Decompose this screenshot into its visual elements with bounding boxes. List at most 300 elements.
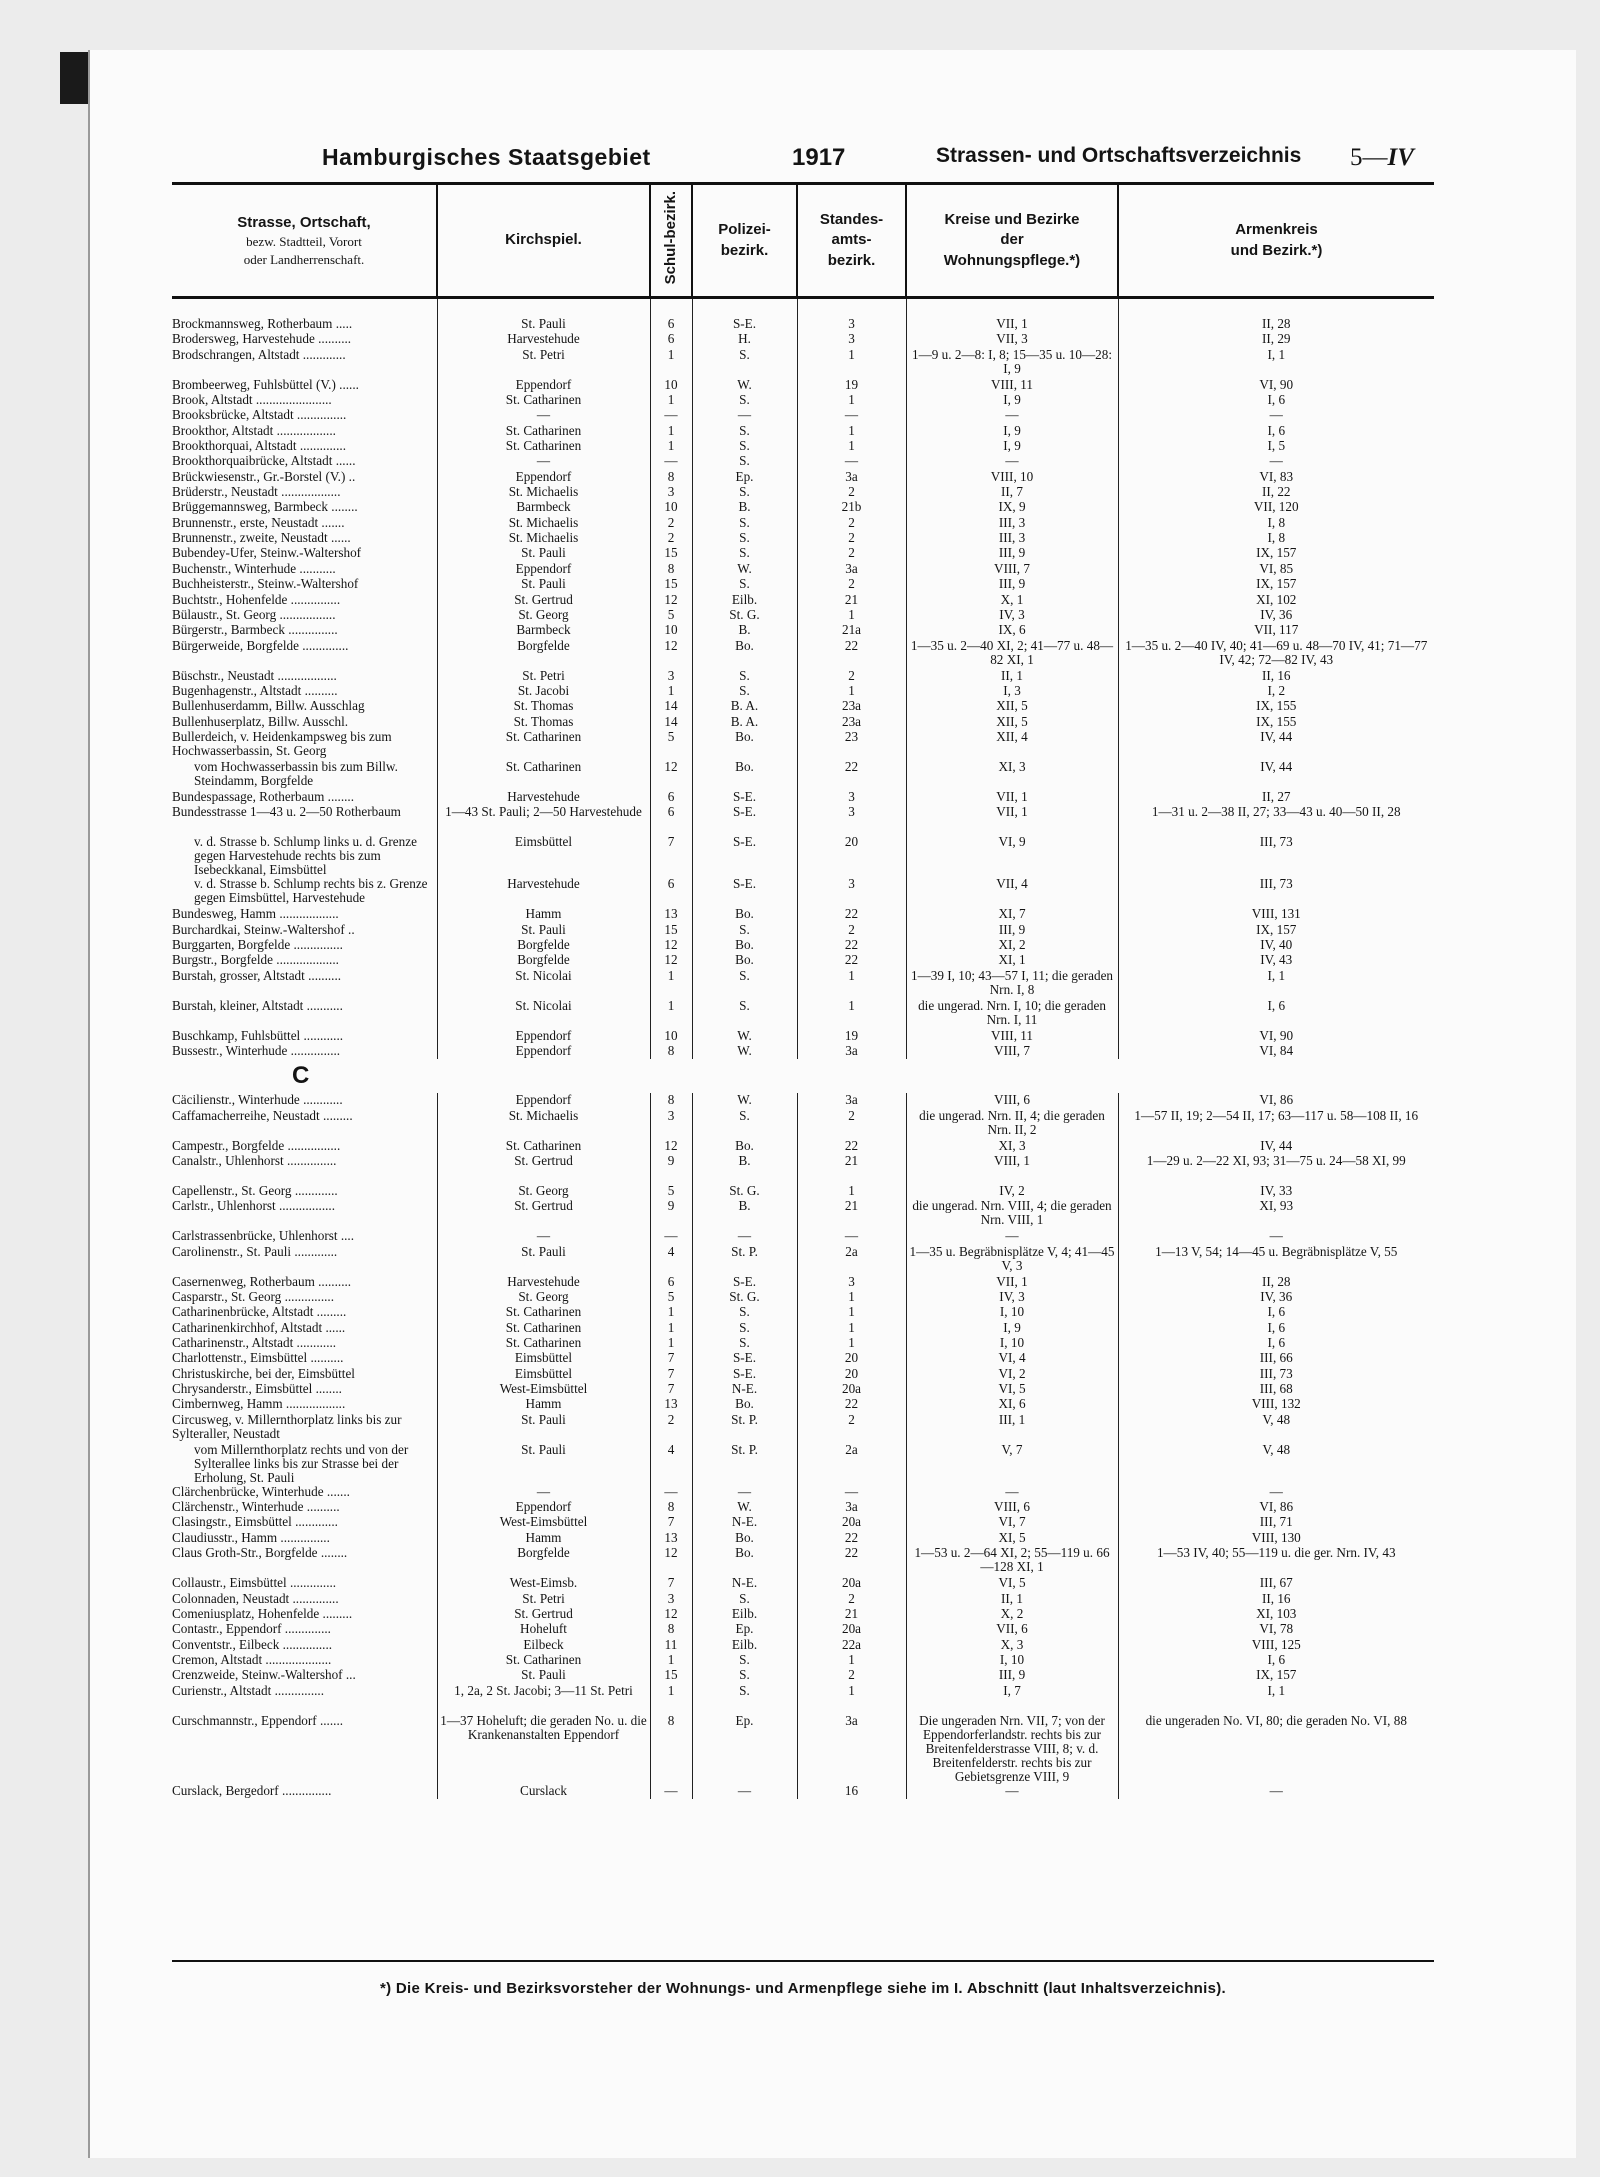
cell-polizei: S. xyxy=(692,516,797,531)
cell-schulbezirk: 4 xyxy=(650,1245,692,1275)
cell-street: Catharinenstr., Altstadt ............ xyxy=(172,1336,337,1351)
cell-kirchspiel: Eilbeck xyxy=(437,1638,650,1653)
table-row xyxy=(172,608,1434,623)
table-row xyxy=(172,577,1434,592)
cell-street: Curslack, Bergedorf ............... xyxy=(172,1783,332,1798)
cell-street: Casernenweg, Rotherbaum .......... xyxy=(172,1274,352,1289)
cell-polizei: S. xyxy=(692,999,797,1029)
table-row xyxy=(172,454,1434,469)
cell-polizei: Ep. xyxy=(692,1622,797,1637)
table-row xyxy=(172,923,1434,938)
cell-kirchspiel: 1, 2a, 2 St. Jacobi; 3—11 St. Petri xyxy=(437,1684,650,1714)
cell-standesamt: 3 xyxy=(797,805,906,835)
table-row xyxy=(172,332,1434,347)
cell-standesamt: 2a xyxy=(797,1245,906,1275)
table-row xyxy=(172,531,1434,546)
cell-street: Brunnenstr., zweite, Neustadt ...... xyxy=(172,531,351,546)
cell-kreise: I, 9 xyxy=(906,1321,1118,1336)
cell-street: Brooksbrücke, Altstadt ............... xyxy=(172,408,347,423)
cell-standesamt: 1 xyxy=(797,439,906,454)
cell-kreise: I, 3 xyxy=(906,684,1118,699)
cell-polizei: — xyxy=(692,408,797,423)
cell-standesamt: 22 xyxy=(797,1546,906,1576)
cell-kreise: VII, 1 xyxy=(906,790,1118,805)
cell-kirchspiel: St. Michaelis xyxy=(437,1109,650,1139)
cell-schulbezirk: 6 xyxy=(650,805,692,835)
cell-street: vom Millernthorplatz rechts und von der Sylterallee links bis zur Strasse bei der Erholung, St. Pauli xyxy=(194,1442,409,1485)
cell-armenkreis: — xyxy=(1118,408,1434,423)
cell-kirchspiel: Barmbeck xyxy=(437,623,650,638)
table-row xyxy=(172,1622,1434,1637)
cell-polizei: H. xyxy=(692,332,797,347)
cell-polizei: B. xyxy=(692,623,797,638)
cell-kirchspiel: Borgfelde xyxy=(437,639,650,669)
table-row xyxy=(172,516,1434,531)
table-row xyxy=(172,562,1434,577)
cell-kirchspiel: — xyxy=(437,1485,650,1500)
cell-kreise: I, 10 xyxy=(906,1653,1118,1668)
cell-kirchspiel: Hoheluft xyxy=(437,1622,650,1637)
cell-standesamt: 20a xyxy=(797,1382,906,1397)
cell-polizei: W. xyxy=(692,562,797,577)
cell-street: vom Hochwasserbassin bis zum Billw. Steindamm, Borgfelde xyxy=(194,759,398,788)
cell-standesamt: 1 xyxy=(797,1653,906,1668)
cell-polizei: S-E. xyxy=(692,805,797,835)
cell-armenkreis: die ungeraden No. VI, 80; die geraden No. VI, 88 xyxy=(1118,1714,1434,1784)
cell-polizei: S. xyxy=(692,348,797,378)
cell-polizei: Bo. xyxy=(692,1139,797,1154)
cell-armenkreis: — xyxy=(1118,1485,1434,1500)
table-row xyxy=(172,1443,1434,1485)
cell-street: Clasingstr., Eimsbüttel ............. xyxy=(172,1515,338,1530)
cell-armenkreis: XI, 103 xyxy=(1118,1607,1434,1622)
cell-polizei: W. xyxy=(692,1044,797,1059)
cell-armenkreis: III, 73 xyxy=(1118,835,1434,877)
cell-armenkreis: 1—31 u. 2—38 II, 27; 33—43 u. 40—50 II, 28 xyxy=(1118,805,1434,835)
section-letter-row xyxy=(172,1059,1434,1093)
cell-polizei: Bo. xyxy=(692,760,797,790)
cell-street: Brodschrangen, Altstadt ............. xyxy=(172,347,346,362)
cell-kirchspiel: St. Nicolai xyxy=(437,999,650,1029)
cell-kreise: IV, 3 xyxy=(906,1290,1118,1305)
cell-armenkreis: — xyxy=(1118,1784,1434,1799)
cell-armenkreis: VI, 86 xyxy=(1118,1093,1434,1108)
cell-polizei: Bo. xyxy=(692,938,797,953)
cell-kirchspiel: St. Gertrud xyxy=(437,593,650,608)
cell-armenkreis: I, 8 xyxy=(1118,531,1434,546)
table-row xyxy=(172,1154,1434,1184)
cell-kirchspiel: West-Eimsbüttel xyxy=(437,1382,650,1397)
cell-street: Charlottenstr., Eimsbüttel .......... xyxy=(172,1351,344,1366)
cell-standesamt: 22 xyxy=(797,1139,906,1154)
cell-standesamt: 2 xyxy=(797,1109,906,1139)
cell-schulbezirk: 7 xyxy=(650,1351,692,1366)
col-kreise: Kreise und Bezirke der Wohnungspflege.*) xyxy=(906,185,1118,298)
table-row xyxy=(172,1229,1434,1244)
cell-street: Carolinenstr., St. Pauli ............. xyxy=(172,1244,338,1259)
cell-schulbezirk: 12 xyxy=(650,593,692,608)
cell-polizei: Ep. xyxy=(692,470,797,485)
cell-armenkreis: III, 73 xyxy=(1118,1367,1434,1382)
table-row xyxy=(172,1109,1434,1139)
cell-kreise: VIII, 7 xyxy=(906,562,1118,577)
cell-standesamt: 3 xyxy=(797,790,906,805)
cell-street: Bürgerstr., Barmbeck ............... xyxy=(172,623,338,638)
cell-kreise: III, 9 xyxy=(906,577,1118,592)
cell-schulbezirk: — xyxy=(650,408,692,423)
cell-armenkreis: 1—29 u. 2—22 XI, 93; 31—75 u. 24—58 XI, 99 xyxy=(1118,1154,1434,1184)
cell-armenkreis: I, 5 xyxy=(1118,439,1434,454)
cell-armenkreis: I, 6 xyxy=(1118,999,1434,1029)
cell-schulbezirk: — xyxy=(650,454,692,469)
cell-schulbezirk: 14 xyxy=(650,699,692,714)
cell-kirchspiel: — xyxy=(437,454,650,469)
cell-armenkreis: I, 6 xyxy=(1118,424,1434,439)
cell-standesamt: 22 xyxy=(797,639,906,669)
cell-polizei: St. G. xyxy=(692,608,797,623)
cell-schulbezirk: 7 xyxy=(650,1367,692,1382)
cell-kreise: VIII, 6 xyxy=(906,1093,1118,1108)
cell-armenkreis: III, 66 xyxy=(1118,1351,1434,1366)
cell-standesamt: 21 xyxy=(797,593,906,608)
cell-standesamt: 2a xyxy=(797,1443,906,1485)
cell-schulbezirk: 8 xyxy=(650,1044,692,1059)
table-row xyxy=(172,699,1434,714)
cell-schulbezirk: 6 xyxy=(650,790,692,805)
cell-street: Cäcilienstr., Winterhude ............ xyxy=(172,1093,343,1108)
cell-street: Brunnenstr., erste, Neustadt ....... xyxy=(172,515,345,530)
cell-armenkreis: IV, 43 xyxy=(1118,953,1434,968)
table-row xyxy=(172,1184,1434,1199)
cell-armenkreis: IX, 157 xyxy=(1118,546,1434,561)
cell-schulbezirk: — xyxy=(650,1784,692,1799)
cell-schulbezirk: 1 xyxy=(650,439,692,454)
cell-kreise: III, 1 xyxy=(906,1413,1118,1443)
cell-kirchspiel: St. Gertrud xyxy=(437,1154,650,1184)
cell-kreise: XII, 4 xyxy=(906,730,1118,760)
cell-street: Brockmannsweg, Rotherbaum ..... xyxy=(172,316,353,331)
cell-standesamt: 21 xyxy=(797,1607,906,1622)
cell-kirchspiel: St. Pauli xyxy=(437,1245,650,1275)
col-armenkreis: Armenkreis und Bezirk.*) xyxy=(1118,185,1434,298)
cell-schulbezirk: 10 xyxy=(650,623,692,638)
header-left: Hamburgisches Staatsgebiet xyxy=(322,144,651,170)
cell-standesamt: 1 xyxy=(797,348,906,378)
cell-schulbezirk: 10 xyxy=(650,1029,692,1044)
cell-polizei: W. xyxy=(692,1093,797,1108)
cell-armenkreis: IV, 40 xyxy=(1118,938,1434,953)
cell-schulbezirk: 2 xyxy=(650,1413,692,1443)
cell-polizei: S. xyxy=(692,485,797,500)
cell-kreise: — xyxy=(906,1229,1118,1244)
cell-standesamt: 23a xyxy=(797,699,906,714)
table-row xyxy=(172,1500,1434,1515)
cell-street: Canalstr., Uhlenhorst ............... xyxy=(172,1154,337,1168)
cell-standesamt: 23 xyxy=(797,730,906,760)
cell-schulbezirk: 1 xyxy=(650,1321,692,1336)
table-row xyxy=(172,439,1434,454)
cell-armenkreis: IX, 157 xyxy=(1118,923,1434,938)
cell-armenkreis: I, 6 xyxy=(1118,1336,1434,1351)
cell-street: Brookthorquaibrücke, Altstadt ...... xyxy=(172,454,356,469)
cell-kirchspiel: Eimsbüttel xyxy=(437,1351,650,1366)
cell-schulbezirk: 13 xyxy=(650,907,692,922)
cell-schulbezirk: 1 xyxy=(650,1653,692,1668)
cell-schulbezirk: 12 xyxy=(650,1546,692,1576)
cell-armenkreis: IX, 157 xyxy=(1118,577,1434,592)
cell-street: Catharinenkirchhof, Altstadt ...... xyxy=(172,1320,346,1335)
col-standesamt: Standes- amts- bezirk. xyxy=(797,185,906,298)
cell-standesamt: 3 xyxy=(797,298,906,333)
cell-kirchspiel: St. Catharinen xyxy=(437,1139,650,1154)
cell-schulbezirk: 7 xyxy=(650,1576,692,1591)
cell-schulbezirk: 7 xyxy=(650,835,692,877)
cell-schulbezirk: 6 xyxy=(650,332,692,347)
cell-kreise: — xyxy=(906,1485,1118,1500)
table-row xyxy=(172,684,1434,699)
cell-schulbezirk: 5 xyxy=(650,1184,692,1199)
table-row xyxy=(172,1714,1434,1784)
table-row xyxy=(172,953,1434,968)
cell-kreise: XII, 5 xyxy=(906,699,1118,714)
table-row xyxy=(172,348,1434,378)
cell-polizei: S. xyxy=(692,1592,797,1607)
cell-polizei: S-E. xyxy=(692,877,797,907)
table-row xyxy=(172,1139,1434,1154)
cell-kreise: die ungerad. Nrn. I, 10; die geraden Nrn. I, 11 xyxy=(906,999,1118,1029)
cell-kirchspiel: St. Petri xyxy=(437,1592,650,1607)
cell-armenkreis: 1—53 IV, 40; 55—119 u. die ger. Nrn. IV, 43 xyxy=(1118,1546,1434,1576)
cell-armenkreis: IV, 44 xyxy=(1118,760,1434,790)
cell-kreise: X, 2 xyxy=(906,1607,1118,1622)
cell-schulbezirk: 1 xyxy=(650,348,692,378)
cell-street: Christuskirche, bei der, Eimsbüttel xyxy=(172,1366,355,1381)
cell-standesamt: 20a xyxy=(797,1515,906,1530)
table-row xyxy=(172,1546,1434,1576)
cell-kreise: VII, 1 xyxy=(906,1275,1118,1290)
cell-schulbezirk: 6 xyxy=(650,1275,692,1290)
table-row xyxy=(172,1093,1434,1108)
header-year: 1917 xyxy=(792,144,846,171)
cell-armenkreis: IX, 155 xyxy=(1118,699,1434,714)
cell-polizei: S. xyxy=(692,1668,797,1683)
cell-kirchspiel: Hamm xyxy=(437,907,650,922)
cell-kreise: 1—53 u. 2—64 XI, 2; 55—119 u. 66—128 XI, 1 xyxy=(906,1546,1118,1576)
cell-schulbezirk: 8 xyxy=(650,470,692,485)
cell-standesamt: 2 xyxy=(797,577,906,592)
cell-street: Carlstrassenbrücke, Uhlenhorst .... xyxy=(172,1229,355,1244)
cell-standesamt: 22a xyxy=(797,1638,906,1653)
cell-kirchspiel: — xyxy=(437,1229,650,1244)
cell-kreise: II, 1 xyxy=(906,669,1118,684)
cell-street: Brookthorquai, Altstadt .............. xyxy=(172,439,346,454)
cell-polizei: S. xyxy=(692,1321,797,1336)
cell-street: Campestr., Borgfelde ................ xyxy=(172,1138,341,1153)
cell-kreise: I, 10 xyxy=(906,1336,1118,1351)
table-row xyxy=(172,1592,1434,1607)
cell-armenkreis: I, 2 xyxy=(1118,684,1434,699)
cell-polizei: S. xyxy=(692,1653,797,1668)
cell-street: Brook, Altstadt ....................... xyxy=(172,393,332,408)
cell-standesamt: 22 xyxy=(797,1531,906,1546)
cell-standesamt: 3a xyxy=(797,562,906,577)
table-row xyxy=(172,669,1434,684)
cell-kreise: III, 9 xyxy=(906,546,1118,561)
cell-kreise: III, 9 xyxy=(906,1668,1118,1683)
cell-standesamt: 3a xyxy=(797,1714,906,1784)
cell-kreise: I, 7 xyxy=(906,1684,1118,1714)
cell-armenkreis: V, 48 xyxy=(1118,1413,1434,1443)
cell-kirchspiel: St. Gertrud xyxy=(437,1607,650,1622)
table-row xyxy=(172,298,1434,333)
cell-kirchspiel: St. Michaelis xyxy=(437,485,650,500)
cell-kreise: 1—39 I, 10; 43—57 I, 11; die geraden Nrn. I, 8 xyxy=(906,969,1118,999)
cell-street: Bürgerweide, Borgfelde .............. xyxy=(172,638,349,653)
table-row xyxy=(172,393,1434,408)
cell-polizei: St. P. xyxy=(692,1413,797,1443)
cell-kreise: XI, 5 xyxy=(906,1531,1118,1546)
cell-street: Claus Groth-Str., Borgfelde ........ xyxy=(172,1546,348,1561)
cell-polizei: S-E. xyxy=(692,1367,797,1382)
cell-kirchspiel: St. Michaelis xyxy=(437,531,650,546)
cell-standesamt: 1 xyxy=(797,684,906,699)
cell-armenkreis: IV, 36 xyxy=(1118,1290,1434,1305)
cell-schulbezirk: 5 xyxy=(650,1290,692,1305)
cell-standesamt: — xyxy=(797,408,906,423)
table-row xyxy=(172,1531,1434,1546)
cell-armenkreis: II, 29 xyxy=(1118,332,1434,347)
cell-kreise: III, 9 xyxy=(906,923,1118,938)
cell-polizei: Bo. xyxy=(692,907,797,922)
cell-polizei: — xyxy=(692,1229,797,1244)
cell-kreise: VIII, 7 xyxy=(906,1044,1118,1059)
cell-kreise: — xyxy=(906,454,1118,469)
cell-kreise: X, 1 xyxy=(906,593,1118,608)
cell-kreise: VII, 1 xyxy=(906,298,1118,333)
cell-kirchspiel: St. Pauli xyxy=(437,577,650,592)
cell-schulbezirk: 10 xyxy=(650,500,692,515)
cell-street: Bubendey-Ufer, Steinw.-Waltershof xyxy=(172,546,362,561)
cell-kreise: VI, 7 xyxy=(906,1515,1118,1530)
cell-kreise: III, 3 xyxy=(906,516,1118,531)
cell-armenkreis: IV, 44 xyxy=(1118,1139,1434,1154)
cell-polizei: — xyxy=(692,1485,797,1500)
cell-street: Buchenstr., Winterhude ........... xyxy=(172,561,336,576)
cell-street: Brüderstr., Neustadt .................. xyxy=(172,485,341,500)
cell-polizei: S-E. xyxy=(692,1275,797,1290)
cell-kreise: VII, 6 xyxy=(906,1622,1118,1637)
cell-armenkreis: 1—13 V, 54; 14—45 u. Begräbnisplätze V, 55 xyxy=(1118,1245,1434,1275)
cell-kirchspiel: West-Eimsb. xyxy=(437,1576,650,1591)
table-row xyxy=(172,1305,1434,1320)
cell-polizei: B. xyxy=(692,1199,797,1229)
cell-kreise: VIII, 11 xyxy=(906,1029,1118,1044)
cell-street: Bugenhagenstr., Altstadt .......... xyxy=(172,683,338,698)
cell-polizei: S. xyxy=(692,1305,797,1320)
cell-street: Burgstr., Borgfelde ................... xyxy=(172,953,339,968)
cell-kreise: die ungerad. Nrn. II, 4; die geraden Nrn. II, 2 xyxy=(906,1109,1118,1139)
cell-kirchspiel: St. Jacobi xyxy=(437,684,650,699)
cell-polizei: Eilb. xyxy=(692,1607,797,1622)
table-row xyxy=(172,593,1434,608)
col-polizei: Polizei- bezirk. xyxy=(692,185,797,298)
cell-standesamt: 20 xyxy=(797,1367,906,1382)
table-row xyxy=(172,907,1434,922)
cell-armenkreis: V, 48 xyxy=(1118,1443,1434,1485)
cell-armenkreis: III, 71 xyxy=(1118,1515,1434,1530)
cell-kreise: VI, 5 xyxy=(906,1576,1118,1591)
cell-schulbezirk: 12 xyxy=(650,953,692,968)
cell-kirchspiel: Harvestehude xyxy=(437,877,650,907)
table-row xyxy=(172,1321,1434,1336)
cell-street: Curienstr., Altstadt ............... xyxy=(172,1683,325,1698)
cell-standesamt: 2 xyxy=(797,516,906,531)
cell-standesamt: 3 xyxy=(797,1275,906,1290)
col-schulbezirk: Schul-bezirk. xyxy=(650,185,692,298)
cell-polizei: N-E. xyxy=(692,1382,797,1397)
cell-armenkreis: VIII, 130 xyxy=(1118,1531,1434,1546)
cell-schulbezirk: 6 xyxy=(650,298,692,333)
cell-schulbezirk: 10 xyxy=(650,378,692,393)
table-header-row xyxy=(172,185,1434,298)
cell-kirchspiel: Eppendorf xyxy=(437,1029,650,1044)
cell-schulbezirk: 13 xyxy=(650,1531,692,1546)
cell-polizei: N-E. xyxy=(692,1576,797,1591)
cell-kirchspiel: Barmbeck xyxy=(437,500,650,515)
cell-schulbezirk: 1 xyxy=(650,684,692,699)
cell-polizei: S. xyxy=(692,546,797,561)
table-row xyxy=(172,1245,1434,1275)
cell-kreise: IX, 6 xyxy=(906,623,1118,638)
table-row xyxy=(172,1576,1434,1591)
cell-standesamt: 2 xyxy=(797,669,906,684)
cell-standesamt: 20 xyxy=(797,835,906,877)
cell-kreise: VIII, 11 xyxy=(906,378,1118,393)
table-row xyxy=(172,424,1434,439)
cell-kreise: 1—35 u. 2—40 XI, 2; 41—77 u. 48—82 XI, 1 xyxy=(906,639,1118,669)
cell-kirchspiel: Eppendorf xyxy=(437,1500,650,1515)
cell-polizei: Bo. xyxy=(692,639,797,669)
cell-kirchspiel: St. Georg xyxy=(437,608,650,623)
cell-schulbezirk: 15 xyxy=(650,923,692,938)
cell-street: Crenzweide, Steinw.-Waltershof ... xyxy=(172,1668,356,1683)
cell-schulbezirk: 1 xyxy=(650,424,692,439)
cell-street: Bundesweg, Hamm .................. xyxy=(172,907,339,922)
table-row xyxy=(172,730,1434,760)
cell-schulbezirk: 14 xyxy=(650,715,692,730)
cell-standesamt: 2 xyxy=(797,1413,906,1443)
cell-standesamt: 2 xyxy=(797,1668,906,1683)
cell-kreise: VI, 9 xyxy=(906,835,1118,877)
cell-kirchspiel: St. Gertrud xyxy=(437,1199,650,1229)
cell-polizei: St. G. xyxy=(692,1184,797,1199)
cell-kreise: XI, 2 xyxy=(906,938,1118,953)
cell-armenkreis: IV, 36 xyxy=(1118,608,1434,623)
cell-polizei: N-E. xyxy=(692,1515,797,1530)
cell-schulbezirk: 12 xyxy=(650,1139,692,1154)
cell-street: Brodersweg, Harvestehude .......... xyxy=(172,332,352,347)
cell-armenkreis: I, 6 xyxy=(1118,1653,1434,1668)
cell-polizei: Bo. xyxy=(692,1546,797,1576)
cell-standesamt: 16 xyxy=(797,1784,906,1799)
cell-polizei: S. xyxy=(692,439,797,454)
cell-polizei: Bo. xyxy=(692,1397,797,1412)
cell-polizei: S. xyxy=(692,393,797,408)
cell-standesamt: 19 xyxy=(797,1029,906,1044)
cell-armenkreis: III, 67 xyxy=(1118,1576,1434,1591)
table-row xyxy=(172,1199,1434,1229)
table-row xyxy=(172,1515,1434,1530)
